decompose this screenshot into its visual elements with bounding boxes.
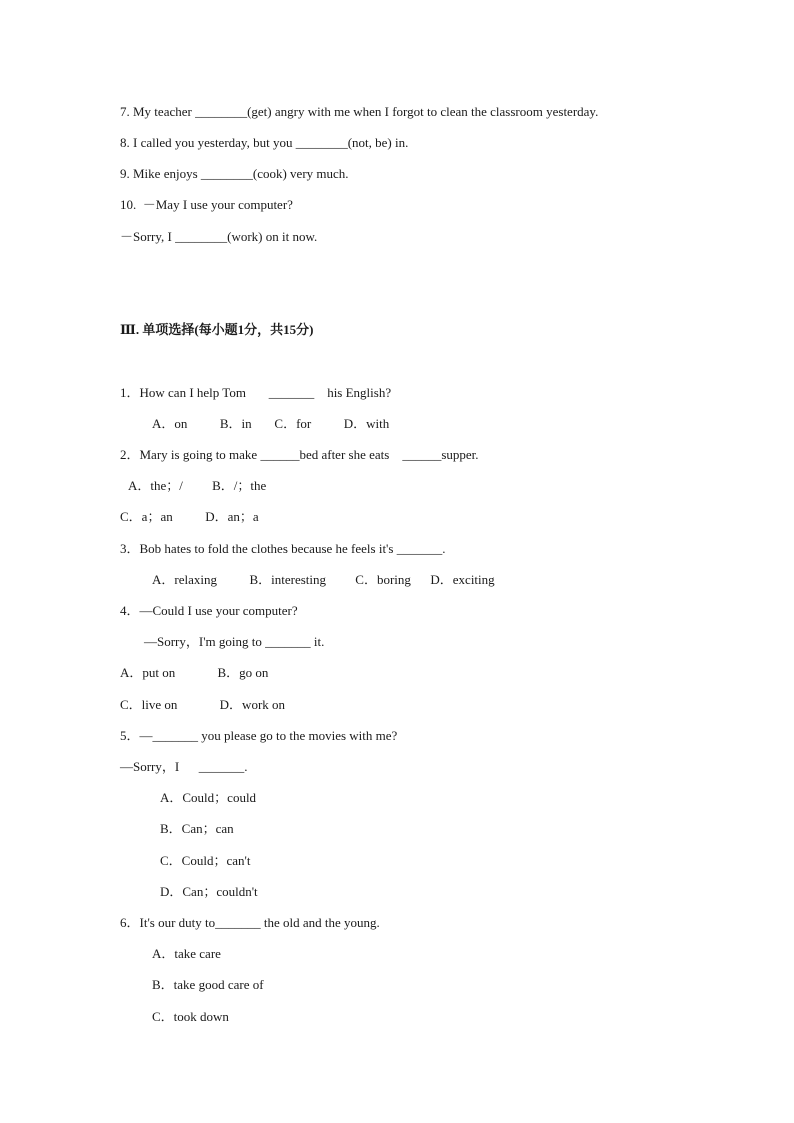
- question-5-reply: —Sorry，I _______.: [120, 759, 248, 774]
- fill-in-item-10-answer: －Sorry, I ________(work) on it now.: [120, 229, 318, 244]
- question-6-stem: 6．It's our duty to_______ the old and the young.: [120, 915, 380, 930]
- question-6-option-a: A．take care: [152, 946, 221, 961]
- question-2-options-row1: A．the；/ B．/；the: [128, 478, 267, 493]
- question-6-option-b: B．take good care of: [152, 977, 264, 992]
- question-5-option-d: D．Can；couldn't: [160, 884, 258, 899]
- question-5-option-b: B．Can；can: [160, 821, 234, 836]
- fill-in-item-10-question: 10. －May I use your computer?: [120, 197, 293, 212]
- question-6-option-c: C．took down: [152, 1009, 229, 1024]
- question-2-stem: 2．Mary is going to make ______bed after she eats ______supper.: [120, 447, 479, 462]
- question-3-options: A．relaxing B．interesting C．boring D．exciting: [152, 572, 495, 587]
- question-2-options-row2: C．a；an D．an；a: [120, 509, 259, 524]
- question-1-stem: 1．How can I help Tom _______ his English?: [120, 385, 392, 400]
- question-3-stem: 3．Bob hates to fold the clothes because he feels it's _______.: [120, 541, 446, 556]
- question-4-options-row2: C．live on D．work on: [120, 697, 286, 712]
- fill-in-item-8: 8. I called you yesterday, but you ________(not, be) in.: [120, 135, 409, 150]
- question-5-stem: 5．—_______ you please go to the movies with me?: [120, 728, 398, 743]
- fill-in-item-7: 7. My teacher ________(get) angry with me when I forgot to clean the classroom yesterday.: [120, 104, 599, 119]
- fill-in-item-9: 9. Mike enjoys ________(cook) very much.: [120, 166, 349, 181]
- section-heading: Ⅲ. 单项选择(每小题1分，共15分): [120, 322, 314, 337]
- question-5-option-a: A．Could；could: [160, 790, 257, 805]
- question-1-options: A．on B．in C．for D．with: [152, 416, 390, 431]
- question-4-options-row1: A．put on B．go on: [120, 665, 269, 680]
- question-4-stem: 4．—Could I use your computer?: [120, 603, 298, 618]
- question-4-reply: —Sorry，I'm going to _______ it.: [144, 634, 325, 649]
- question-5-option-c: C．Could；can't: [160, 853, 251, 868]
